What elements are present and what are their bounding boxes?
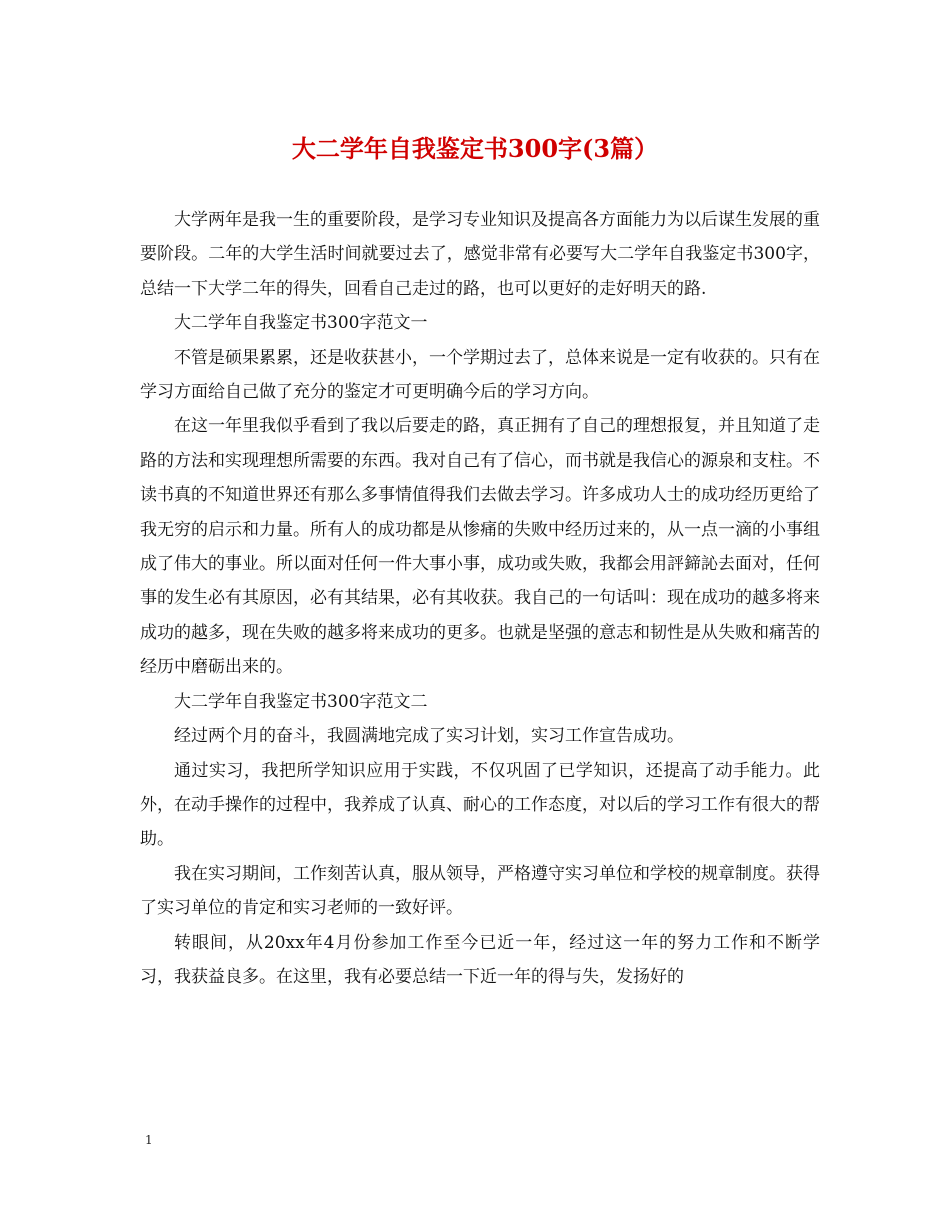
paragraph: 通过实习，我把所学知识应用于实践，不仅巩固了已学知识，还提高了动手能力。此外，在动手操作的过程中，我养成了认真、耐心的工作态度，对以后的学习工作有很大的帮助。: [140, 760, 820, 850]
page-number: 1: [145, 1133, 153, 1147]
paragraph: 不管是硕果累累，还是收获甚小，一个学期过去了，总体来说是一定有收获的。只有在学习方面给自己做了充分的鉴定才可更明确今后的学习方向。: [140, 347, 820, 403]
document-title: 大二学年自我鉴定书300字(3篇）: [291, 134, 659, 163]
document-body: [140, 203, 820, 994]
paragraph: 在这一年里我似乎看到了我以后要走的路，真正拥有了自己的理想报复，并且知道了走路的方法和实现理想所需要的东西。我对自己有了信心，而书就是我信心的源泉和支柱。不读书真的不知道世界还有那么多事情值得我们去做去学习。许多成功人士的成功经历更给了我无穷的启示和力量。所有人的成功都是从惨痛的失败中经历过来的，从一点一滴的小事组成了伟大的事业。所以面对任何一件大事小事，成功或失败，我都会用評鍗訫去面对，任何事的发生必有其原因，必有其结果，必有其收获。我自己的一句话叫：现在成功的越多将来成功的越多，现在失败的越多将来成功的更多。也就是坚强的意志和韧性是从失败和痛苦的经历中磨砺出来的。: [140, 416, 820, 678]
paragraph: 转眼间，从20xx年4月份参加工作至今已近一年，经过这一年的努力工作和不断学习，我获益良多。在这里，我有必要总结一下近一年的得与失，发扬好的: [140, 932, 820, 987]
paragraph: 经过两个月的奋斗，我圆满地完成了实习计划，实习工作宣告成功。: [174, 726, 684, 747]
section-heading-1: 大二学年自我鉴定书300字范文一: [174, 313, 428, 334]
paragraph: 我在实习期间，工作刻苦认真，服从领导，严格遵守实习单位和学校的规章制度。获得了实习单位的肯定和实习老师的一致好评。: [140, 863, 820, 919]
paragraph-intro: 大学两年是我一生的重要阶段，是学习专业知识及提高各方面能力为以后谋生发展的重要阶段。二年的大学生活时间就要过去了，感觉非常有必要写大二学年自我鉴定书300字，总结一下大学二年的得失，回看自己走过的路，也可以更好的走好明天的路.: [140, 210, 820, 299]
section-heading-2: 大二学年自我鉴定书300字范文二: [174, 691, 428, 712]
